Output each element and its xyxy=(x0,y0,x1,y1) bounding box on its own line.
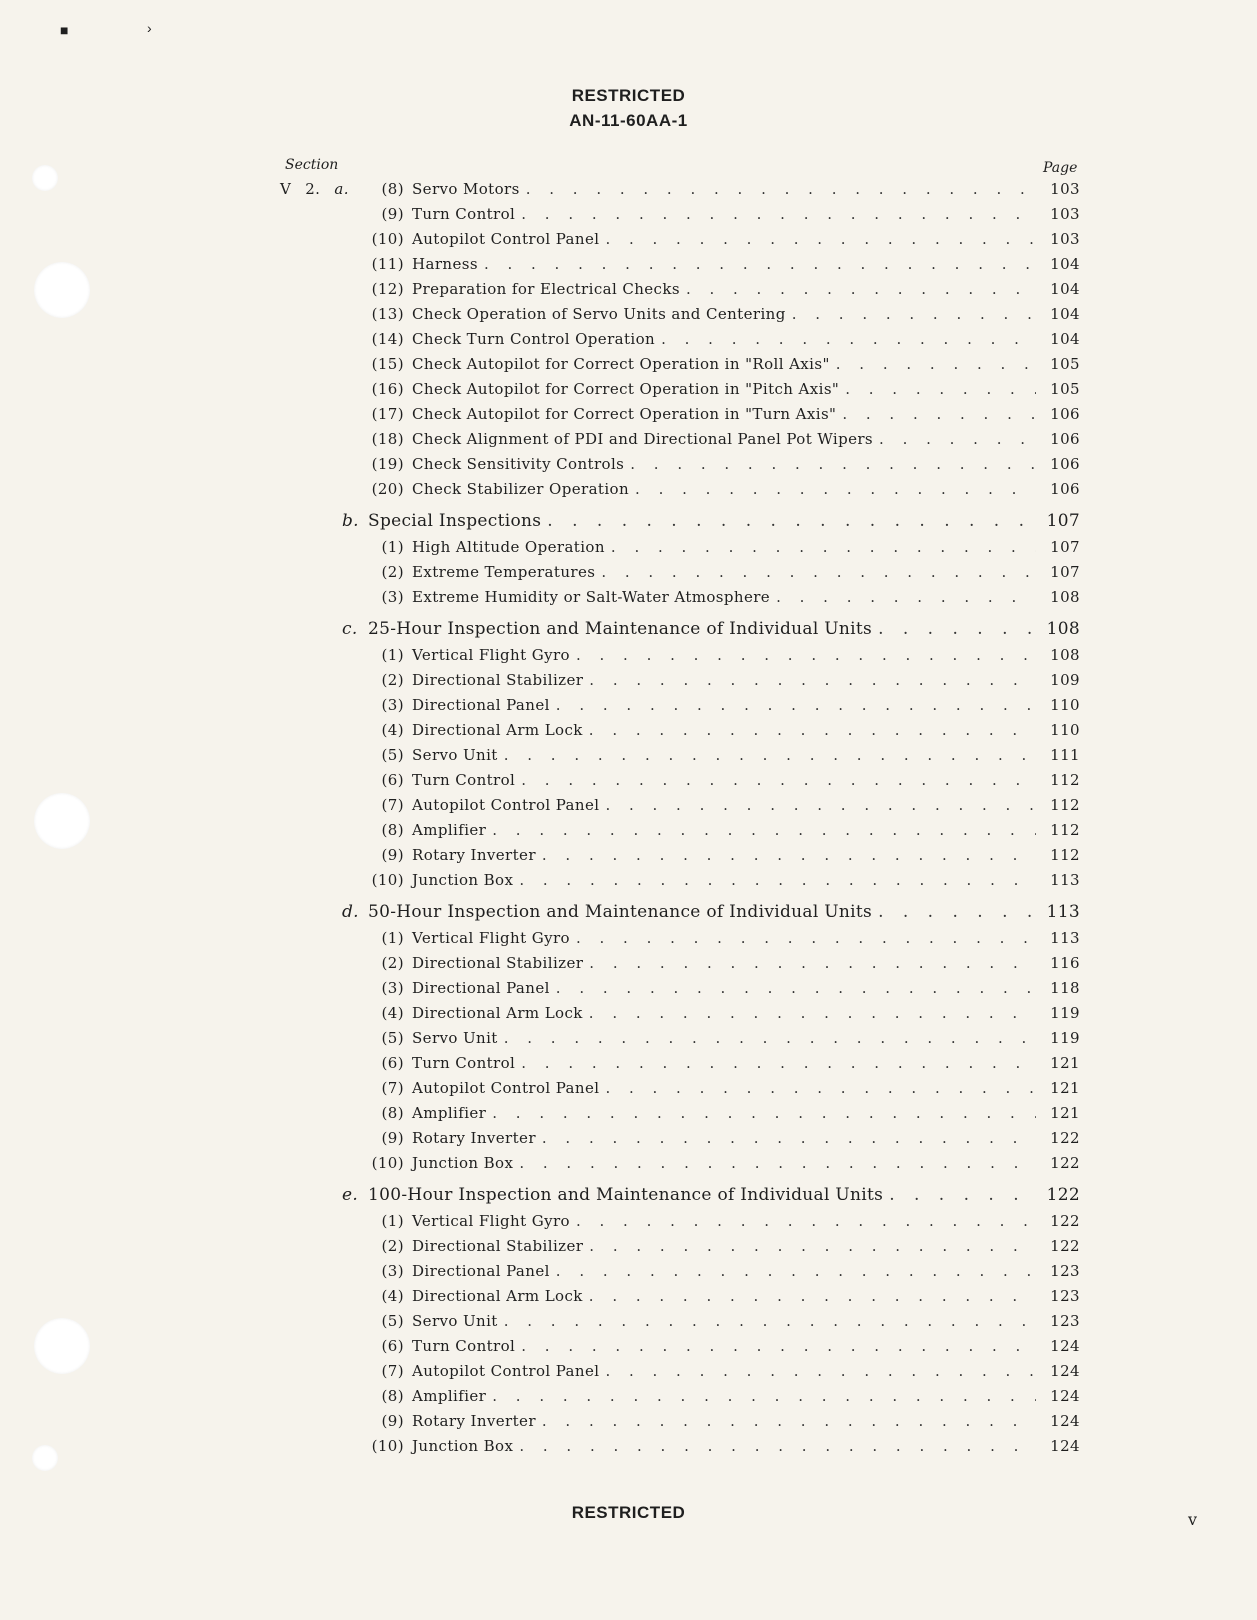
toc-page-number: 106 xyxy=(1050,480,1080,498)
dot-leader xyxy=(576,646,1036,664)
toc-item-number: (8) xyxy=(381,1387,404,1405)
toc-item-number: (1) xyxy=(381,1212,404,1230)
toc-heading-row xyxy=(280,511,1080,538)
dot-leader xyxy=(605,796,1036,814)
section-number: 2. xyxy=(305,180,321,198)
toc-entry-row xyxy=(280,1079,1080,1104)
toc-page-number: 124 xyxy=(1050,1412,1080,1430)
toc-page-number: 103 xyxy=(1050,205,1080,223)
toc-item-number: (6) xyxy=(381,771,404,789)
toc-entry-row xyxy=(280,646,1080,671)
toc-title: Amplifier xyxy=(412,1387,487,1405)
toc-title: Check Autopilot for Correct Operation in "Turn Axis" xyxy=(412,405,837,423)
toc-page-number: 107 xyxy=(1050,563,1080,581)
toc-item-number: (10) xyxy=(371,871,404,889)
toc-page-number: 108 xyxy=(1050,588,1080,606)
dot-leader xyxy=(556,979,1036,997)
toc-title: Directional Arm Lock xyxy=(412,1287,583,1305)
toc-title: Directional Stabilizer xyxy=(412,671,584,689)
toc-item-number: (8) xyxy=(381,1104,404,1122)
toc-entry-row xyxy=(280,280,1080,305)
toc-item-number: (9) xyxy=(381,205,404,223)
dot-leader xyxy=(879,430,1036,448)
toc-item-number: (3) xyxy=(381,979,404,997)
toc-item-number: (20) xyxy=(371,480,404,498)
dot-leader xyxy=(792,305,1036,323)
toc-entry-row xyxy=(280,929,1080,954)
toc-entry-row xyxy=(280,979,1080,1004)
binder-hole xyxy=(32,1445,58,1471)
toc-entry-row xyxy=(280,538,1080,563)
dot-leader xyxy=(492,1387,1036,1405)
toc-page-number: 119 xyxy=(1050,1029,1080,1047)
toc-title: 50-Hour Inspection and Maintenance of Individual Units xyxy=(368,902,873,922)
toc-page-number: 122 xyxy=(1050,1129,1080,1147)
toc-page-number: 121 xyxy=(1050,1079,1080,1097)
toc-page-number: 113 xyxy=(1046,902,1080,922)
dot-leader xyxy=(635,480,1036,498)
toc-page-number: 104 xyxy=(1050,255,1080,273)
dot-leader xyxy=(576,929,1036,947)
toc-letter: d. xyxy=(342,902,359,922)
toc-entry-row xyxy=(280,1312,1080,1337)
toc-page-number: 122 xyxy=(1050,1154,1080,1172)
toc-page-number: 123 xyxy=(1050,1287,1080,1305)
toc-item-number: (14) xyxy=(371,330,404,348)
toc-title: Rotary Inverter xyxy=(412,846,536,864)
toc-page-number: 112 xyxy=(1050,771,1080,789)
toc-page-number: 107 xyxy=(1046,511,1080,531)
toc-letter: e. xyxy=(342,1185,359,1205)
toc-title: Vertical Flight Gyro xyxy=(412,1212,570,1230)
toc-title: Special Inspections xyxy=(368,511,542,531)
dot-leader xyxy=(878,619,1036,639)
toc-item-number: (18) xyxy=(371,430,404,448)
dot-leader xyxy=(492,821,1036,839)
toc-page-number: 121 xyxy=(1050,1054,1080,1072)
toc-page-number: 110 xyxy=(1050,696,1080,714)
dot-leader xyxy=(542,1412,1036,1430)
toc-entry-row xyxy=(280,255,1080,280)
toc-item-number: (9) xyxy=(381,1412,404,1430)
toc-entry-row xyxy=(280,1412,1080,1437)
toc-title: Turn Control xyxy=(412,1337,516,1355)
toc-entry-row xyxy=(280,205,1080,230)
toc-item-number: (7) xyxy=(381,1079,404,1097)
dot-leader xyxy=(589,1287,1036,1305)
toc-item-number: (5) xyxy=(381,746,404,764)
toc-item-number: (1) xyxy=(381,929,404,947)
dot-leader xyxy=(484,255,1036,273)
toc-title: Junction Box xyxy=(412,871,514,889)
toc-title: Turn Control xyxy=(412,771,516,789)
toc-entry-row xyxy=(280,796,1080,821)
toc-title: Check Autopilot for Correct Operation in "Roll Axis" xyxy=(412,355,830,373)
toc-item-number: (1) xyxy=(381,646,404,664)
toc-entry-row xyxy=(280,180,1080,205)
dot-leader xyxy=(504,1312,1036,1330)
toc-entry-row xyxy=(280,1029,1080,1054)
toc-title: Directional Panel xyxy=(412,1262,550,1280)
toc-entry-row xyxy=(280,846,1080,871)
toc-item-number: (8) xyxy=(381,180,404,198)
toc-item-number: (4) xyxy=(381,1004,404,1022)
toc-title: Vertical Flight Gyro xyxy=(412,646,570,664)
toc-item-number: (3) xyxy=(381,588,404,606)
toc-entry-row xyxy=(280,746,1080,771)
toc-item-number: (4) xyxy=(381,721,404,739)
toc-title: Servo Unit xyxy=(412,1029,498,1047)
toc-entry-row xyxy=(280,871,1080,896)
toc-title: Rotary Inverter xyxy=(412,1412,536,1430)
toc-page-number: 108 xyxy=(1046,619,1080,639)
binder-hole xyxy=(34,262,90,318)
toc-page-number: 118 xyxy=(1050,979,1080,997)
toc-item-number: (13) xyxy=(371,305,404,323)
dot-leader xyxy=(547,511,1036,531)
toc-item-number: (10) xyxy=(371,1154,404,1172)
toc-page-number: 122 xyxy=(1046,1185,1080,1205)
binder-hole xyxy=(34,793,90,849)
toc-entry-row xyxy=(280,480,1080,505)
toc-page-number: 108 xyxy=(1050,646,1080,664)
toc-entry-row xyxy=(280,1004,1080,1029)
toc-entry-row xyxy=(280,330,1080,355)
toc-page-number: 113 xyxy=(1050,871,1080,889)
toc-title: Extreme Temperatures xyxy=(412,563,596,581)
toc-letter: b. xyxy=(342,511,359,531)
toc-page-number: 122 xyxy=(1050,1212,1080,1230)
dot-leader xyxy=(504,746,1036,764)
toc-item-number: (3) xyxy=(381,1262,404,1280)
toc-entry-row xyxy=(280,696,1080,721)
toc-title: Servo Motors xyxy=(412,180,520,198)
toc-entry-row xyxy=(280,588,1080,613)
toc-page-number: 104 xyxy=(1050,305,1080,323)
toc-item-number: (2) xyxy=(381,563,404,581)
table-of-contents xyxy=(280,180,1080,1462)
dot-leader xyxy=(630,455,1036,473)
toc-page-number: 113 xyxy=(1050,929,1080,947)
dot-leader xyxy=(521,1054,1036,1072)
toc-heading-row xyxy=(280,619,1080,646)
dot-leader xyxy=(521,771,1036,789)
section-roman: V xyxy=(280,180,292,198)
toc-title: Turn Control xyxy=(412,205,516,223)
dot-leader xyxy=(878,902,1036,922)
page-column-heading: Page xyxy=(1043,160,1078,176)
toc-entry-row xyxy=(280,1437,1080,1462)
dot-leader xyxy=(504,1029,1036,1047)
toc-title: Harness xyxy=(412,255,478,273)
dot-leader xyxy=(542,846,1036,864)
toc-title: Directional Panel xyxy=(412,696,550,714)
toc-title: Extreme Humidity or Salt-Water Atmosphere xyxy=(412,588,771,606)
toc-entry-row xyxy=(280,771,1080,796)
toc-entry-row xyxy=(280,954,1080,979)
toc-page-number: 104 xyxy=(1050,280,1080,298)
toc-item-number: (1) xyxy=(381,538,404,556)
page-folio: v xyxy=(1188,1510,1198,1529)
toc-page-number: 109 xyxy=(1050,671,1080,689)
toc-heading-row xyxy=(280,902,1080,929)
toc-title: Directional Stabilizer xyxy=(412,954,584,972)
toc-title: Autopilot Control Panel xyxy=(412,1362,600,1380)
toc-item-number: (3) xyxy=(381,696,404,714)
dot-leader xyxy=(605,230,1036,248)
toc-entry-row xyxy=(280,1212,1080,1237)
toc-page-number: 123 xyxy=(1050,1262,1080,1280)
dot-leader xyxy=(556,696,1036,714)
toc-page-number: 122 xyxy=(1050,1237,1080,1255)
toc-item-number: (2) xyxy=(381,671,404,689)
section-letter: a. xyxy=(334,180,349,198)
toc-heading-row xyxy=(280,1185,1080,1212)
toc-title: Directional Arm Lock xyxy=(412,721,583,739)
dot-leader xyxy=(589,721,1036,739)
toc-page-number: 112 xyxy=(1050,846,1080,864)
dot-leader xyxy=(519,1154,1036,1172)
dot-leader xyxy=(842,405,1036,423)
toc-title: Check Stabilizer Operation xyxy=(412,480,630,498)
toc-entry-row xyxy=(280,1287,1080,1312)
toc-entry-row xyxy=(280,355,1080,380)
scan-mark: ■ xyxy=(60,22,69,38)
toc-title: Junction Box xyxy=(412,1154,514,1172)
toc-entry-row xyxy=(280,430,1080,455)
toc-title: Rotary Inverter xyxy=(412,1129,536,1147)
classification-footer: RESTRICTED xyxy=(571,1503,686,1522)
toc-title: Turn Control xyxy=(412,1054,516,1072)
toc-item-number: (5) xyxy=(381,1029,404,1047)
toc-entry-row xyxy=(280,305,1080,330)
dot-leader xyxy=(845,380,1036,398)
toc-title: Autopilot Control Panel xyxy=(412,796,600,814)
toc-item-number: (7) xyxy=(381,1362,404,1380)
binder-hole xyxy=(32,165,58,191)
toc-title: Check Sensitivity Controls xyxy=(412,455,625,473)
toc-page-number: 103 xyxy=(1050,230,1080,248)
toc-entry-row xyxy=(280,1337,1080,1362)
toc-page-number: 107 xyxy=(1050,538,1080,556)
toc-page-number: 105 xyxy=(1050,355,1080,373)
toc-entry-row xyxy=(280,1362,1080,1387)
dot-leader xyxy=(526,180,1036,198)
toc-item-number: (6) xyxy=(381,1337,404,1355)
toc-title: Check Operation of Servo Units and Centering xyxy=(412,305,786,323)
dot-leader xyxy=(521,205,1036,223)
toc-entry-row xyxy=(280,563,1080,588)
toc-page-number: 116 xyxy=(1050,954,1080,972)
toc-item-number: (2) xyxy=(381,954,404,972)
toc-item-number: (10) xyxy=(371,1437,404,1455)
dot-leader xyxy=(589,1004,1036,1022)
toc-title: Amplifier xyxy=(412,821,487,839)
toc-item-number: (5) xyxy=(381,1312,404,1330)
dot-leader xyxy=(556,1262,1036,1280)
toc-page-number: 106 xyxy=(1050,405,1080,423)
dot-leader xyxy=(686,280,1036,298)
dot-leader xyxy=(589,954,1036,972)
toc-item-number: (8) xyxy=(381,821,404,839)
toc-entry-row xyxy=(280,455,1080,480)
toc-entry-row xyxy=(280,230,1080,255)
dot-leader xyxy=(519,871,1036,889)
toc-item-number: (17) xyxy=(371,405,404,423)
toc-title: Check Autopilot for Correct Operation in "Pitch Axis" xyxy=(412,380,840,398)
toc-title: Servo Unit xyxy=(412,1312,498,1330)
toc-page-number: 124 xyxy=(1050,1387,1080,1405)
toc-title: High Altitude Operation xyxy=(412,538,605,556)
toc-item-number: (2) xyxy=(381,1237,404,1255)
toc-item-number: (4) xyxy=(381,1287,404,1305)
toc-entry-row xyxy=(280,1262,1080,1287)
toc-item-number: (6) xyxy=(381,1054,404,1072)
toc-title: Junction Box xyxy=(412,1437,514,1455)
dot-leader xyxy=(601,563,1036,581)
toc-item-number: (16) xyxy=(371,380,404,398)
toc-page-number: 123 xyxy=(1050,1312,1080,1330)
dot-leader xyxy=(611,538,1036,556)
toc-item-number: (7) xyxy=(381,796,404,814)
toc-entry-row xyxy=(280,1054,1080,1079)
toc-item-number: (12) xyxy=(371,280,404,298)
classification-header: RESTRICTED xyxy=(571,86,686,105)
toc-item-number: (9) xyxy=(381,846,404,864)
dot-leader xyxy=(542,1129,1036,1147)
dot-leader xyxy=(492,1104,1036,1122)
toc-page-number: 112 xyxy=(1050,796,1080,814)
scan-mark: › xyxy=(147,20,152,36)
dot-leader xyxy=(521,1337,1036,1355)
toc-title: Amplifier xyxy=(412,1104,487,1122)
toc-title: Directional Arm Lock xyxy=(412,1004,583,1022)
toc-section-ref xyxy=(280,180,360,198)
toc-item-number: (11) xyxy=(371,255,404,273)
toc-entry-row xyxy=(280,1129,1080,1154)
toc-title: Preparation for Electrical Checks xyxy=(412,280,680,298)
toc-entry-row xyxy=(280,380,1080,405)
toc-entry-row xyxy=(280,1154,1080,1179)
toc-item-number: (15) xyxy=(371,355,404,373)
toc-item-number: (9) xyxy=(381,1129,404,1147)
dot-leader xyxy=(836,355,1036,373)
toc-page-number: 106 xyxy=(1050,430,1080,448)
toc-page-number: 119 xyxy=(1050,1004,1080,1022)
toc-title: Check Alignment of PDI and Directional Panel Pot Wipers xyxy=(412,430,874,448)
toc-page-number: 110 xyxy=(1050,721,1080,739)
toc-entry-row xyxy=(280,405,1080,430)
toc-letter: c. xyxy=(342,619,358,639)
binder-hole xyxy=(34,1318,90,1374)
toc-entry-row xyxy=(280,671,1080,696)
toc-title: Autopilot Control Panel xyxy=(412,230,600,248)
toc-page-number: 103 xyxy=(1050,180,1080,198)
toc-title: 25-Hour Inspection and Maintenance of Individual Units xyxy=(368,619,873,639)
toc-item-number: (10) xyxy=(371,230,404,248)
document-number: AN-11-60AA-1 xyxy=(569,111,688,130)
toc-entry-row xyxy=(280,1104,1080,1129)
toc-page-number: 105 xyxy=(1050,380,1080,398)
toc-title: Directional Stabilizer xyxy=(412,1237,584,1255)
toc-page-number: 124 xyxy=(1050,1362,1080,1380)
section-column-heading: Section xyxy=(285,157,339,173)
dot-leader xyxy=(589,671,1036,689)
toc-page-number: 124 xyxy=(1050,1437,1080,1455)
toc-item-number: (19) xyxy=(371,455,404,473)
dot-leader xyxy=(589,1237,1036,1255)
toc-entry-row xyxy=(280,721,1080,746)
toc-page-number: 112 xyxy=(1050,821,1080,839)
toc-title: Vertical Flight Gyro xyxy=(412,929,570,947)
toc-entry-row xyxy=(280,821,1080,846)
toc-page-number: 106 xyxy=(1050,455,1080,473)
dot-leader xyxy=(605,1079,1036,1097)
toc-title: Directional Panel xyxy=(412,979,550,997)
toc-page-number: 104 xyxy=(1050,330,1080,348)
dot-leader xyxy=(519,1437,1036,1455)
toc-title: Autopilot Control Panel xyxy=(412,1079,600,1097)
dot-leader xyxy=(661,330,1036,348)
toc-title: Servo Unit xyxy=(412,746,498,764)
toc-page-number: 124 xyxy=(1050,1337,1080,1355)
toc-page-number: 111 xyxy=(1050,746,1080,764)
toc-entry-row xyxy=(280,1237,1080,1262)
toc-title: 100-Hour Inspection and Maintenance of Individual Units xyxy=(368,1185,884,1205)
dot-leader xyxy=(889,1185,1036,1205)
dot-leader xyxy=(776,588,1036,606)
toc-title: Check Turn Control Operation xyxy=(412,330,656,348)
toc-page-number: 121 xyxy=(1050,1104,1080,1122)
toc-entry-row xyxy=(280,1387,1080,1412)
dot-leader xyxy=(576,1212,1036,1230)
dot-leader xyxy=(605,1362,1036,1380)
